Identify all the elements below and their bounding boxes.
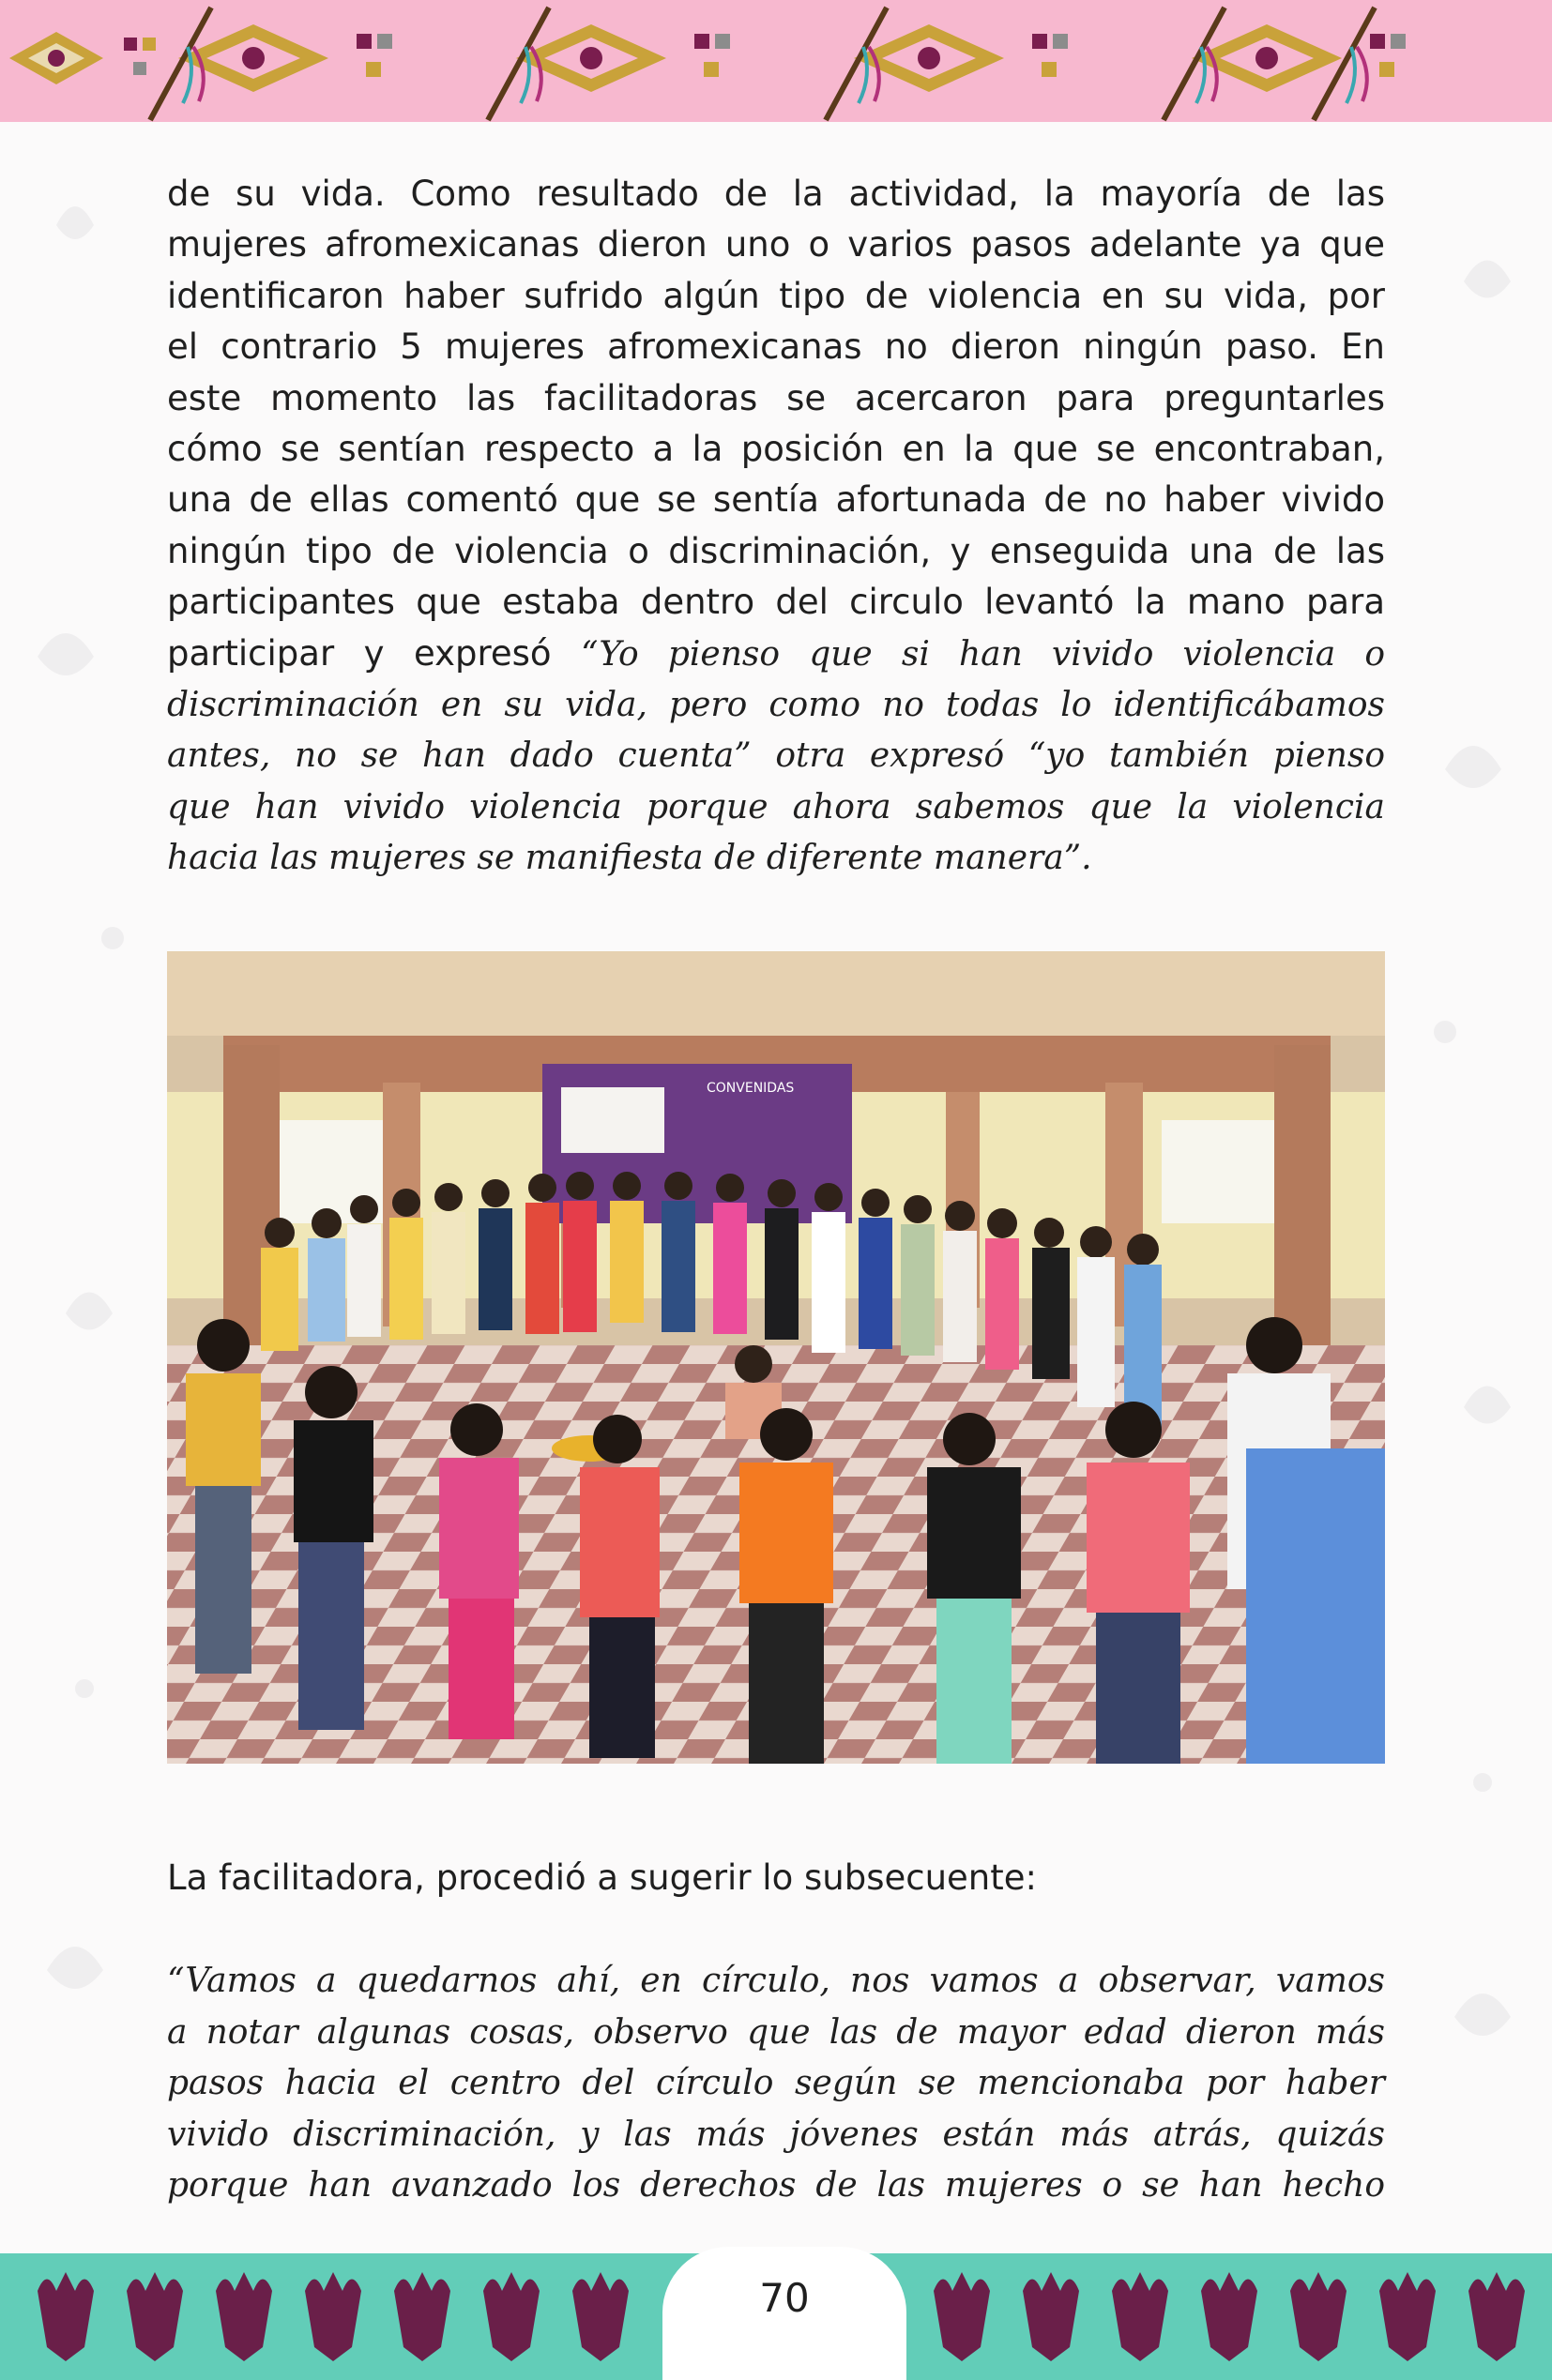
- embroidery-pattern-icon: [0, 0, 1552, 122]
- workshop-photo: [167, 951, 1385, 1764]
- text-line-mixed: [167, 629, 1385, 680]
- text-line: este momento las facilitadoras se acercaron para preguntarles: [167, 377, 1385, 418]
- text-line: participantes que estaba dentro del circulo levantó la mano para: [167, 582, 1385, 623]
- quote-line: que han vivido violencia porque ahora sabemos que la violencia: [167, 787, 1385, 826]
- text-line: ningún tipo de violencia o discriminación, y enseguida una de las: [167, 530, 1385, 571]
- text-line: identificaron haber sufrido algún tipo de violencia en su vida, por: [167, 275, 1385, 316]
- quote-line: hacia las mujeres se manifiesta de diferente manera”.: [167, 839, 1092, 878]
- text-line: cómo se sentían respecto a la posición en la que se encontraban,: [167, 429, 1385, 470]
- quote-line: “Vamos a quedarnos ahí, en círculo, nos vamos a observar, vamos: [167, 1962, 1385, 2000]
- text-plain-segment: participar y expresó: [167, 632, 581, 674]
- quote-line: pasos hacia el centro del círculo según se mencionaba por haber: [167, 2064, 1385, 2103]
- body-paragraph-1: [167, 169, 1385, 885]
- quote-line: a notar algunas cosas, observo que las de mayor edad dieron más: [167, 2012, 1385, 2052]
- text-line: mujeres afromexicanas dieron uno o varios pasos adelante ya que: [167, 224, 1385, 265]
- quote-line: antes, no se han dado cuenta” otra expresó “yo también pienso: [167, 736, 1385, 776]
- quote-segment: “Yo pienso que si han vivido violencia o: [581, 634, 1386, 674]
- text-line: el contrario 5 mujeres afromexicanas no dieron ningún paso. En: [167, 326, 1385, 368]
- quote-paragraph: [167, 1956, 1385, 2212]
- quote-line: porque han avanzado los derechos de las mujeres o se han hecho: [167, 2166, 1385, 2206]
- banner-label: CONVENIDAS: [707, 1081, 795, 1096]
- top-decorative-band: [0, 0, 1552, 122]
- photo-illustration: [167, 951, 1385, 1764]
- text-line: de su vida. Como resultado de la actividad, la mayoría de las: [167, 174, 1385, 214]
- quote-line: vivido discriminación, y las más jóvenes están más atrás, quizás: [167, 2115, 1385, 2154]
- page-number: 70: [759, 2275, 810, 2321]
- body-paragraph-2: La facilitadora, procedió a sugerir lo subsecuente:: [167, 1857, 1037, 1898]
- text-line: una de ellas comentó que se sentía afortunada de no haber vivido: [167, 479, 1385, 521]
- quote-line: discriminación en su vida, pero como no todas lo identificábamos: [167, 686, 1385, 725]
